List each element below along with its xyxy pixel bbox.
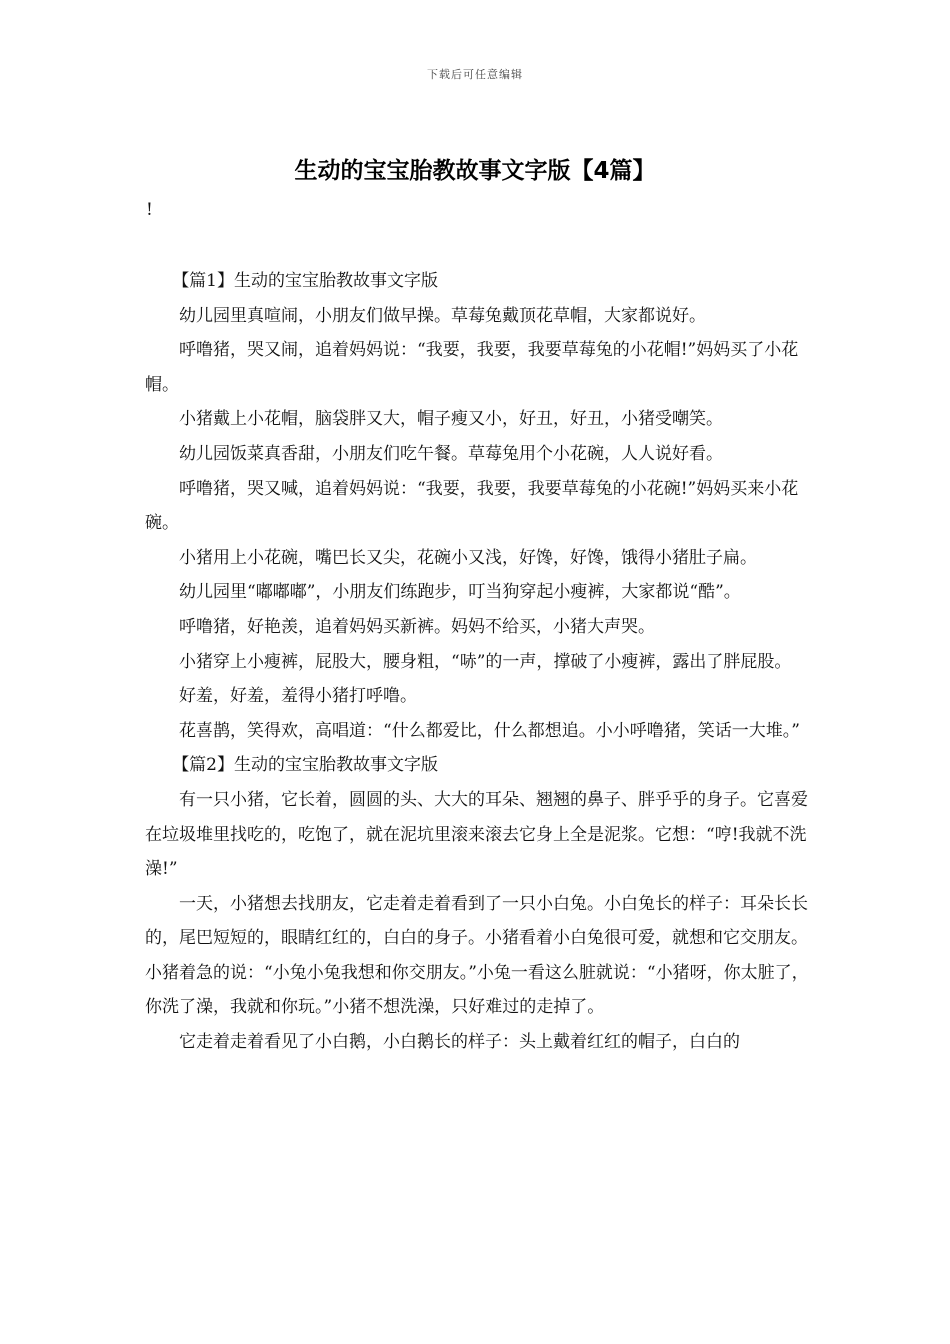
- paragraph: 幼儿园里真喧闹，小朋友们做早操。草莓兔戴顶花草帽，大家都说好。: [179, 305, 706, 326]
- paragraph: 花喜鹊，笑得欢，高唱道：“什么都爱比，什么都想追。小小呼噜猪，笑话一大堆。”: [179, 720, 800, 741]
- section-heading-1: 【篇1】生动的宝宝胎教故事文字版: [172, 271, 439, 291]
- paragraph: 幼儿园里“嘟嘟嘟”，小朋友们练跑步，叮当狗穿起小瘦裤，大家都说“酷”。: [179, 582, 741, 603]
- paragraph: 呼噜猪，好艳羡，追着妈妈买新裤。妈妈不给买，小猪大声哭。: [179, 616, 655, 637]
- document-body: [145, 264, 810, 1060]
- paragraph: 小猪用上小花碗，嘴巴长又尖，花碗小又浅，好馋，好馋，饿得小猪肚子扁。: [179, 547, 757, 568]
- section-heading-2: 【篇2】生动的宝宝胎教故事文字版: [172, 755, 439, 776]
- paragraph: 呼噜猪，哭又闹，追着妈妈说：“我要，我要，我要草莓兔的小花帽!”妈妈买了小花帽。: [145, 340, 799, 395]
- paragraph: 小猪戴上小花帽，脑袋胖又大，帽子瘦又小，好丑，好丑，小猪受嘲笑。: [179, 409, 723, 430]
- paragraph: 好羞，好羞，羞得小猪打呼噜。: [179, 686, 417, 707]
- stray-exclamation-mark: !: [146, 200, 153, 220]
- document-title: 生动的宝宝胎教故事文字版【4篇】: [294, 158, 656, 184]
- paragraph: 有一只小猪，它长着，圆圆的头、大大的耳朵、翘翘的鼻子、胖乎乎的身子。它喜爱在垃圾堆里找吃的，吃饱了，就在泥坑里滚来滚去它身上全是泥浆。它想：“哼!我就不洗澡!”: [145, 789, 808, 880]
- paragraph: 幼儿园饭菜真香甜，小朋友们吃午餐。草莓兔用个小花碗，人人说好看。: [179, 443, 723, 464]
- paragraph: 一天，小猪想去找朋友，它走着走着看到了一只小白兔。小白兔长的样子：耳朵长长的，尾巴短短的，眼睛红红的，白白的身子。小猪看着小白兔很可爱，就想和它交朋友。小猪着急的说：“小兔小兔我想和你交朋友。”小兔一看这么脏就说：“小猪呀，你太脏了，你洗了澡，我就和你玩。”小猪不想洗澡，只好难过的走掉了。: [145, 893, 809, 1018]
- page-header-note: 下载后可任意编辑: [427, 68, 523, 81]
- paragraph: 小猪穿上小瘦裤，屁股大，腰身粗，“哧”的一声，撑破了小瘦裤，露出了胖屁股。: [179, 651, 792, 672]
- paragraph: 呼噜猪，哭又喊，追着妈妈说：“我要，我要，我要草莓兔的小花碗!”妈妈买来小花碗。: [145, 478, 799, 534]
- paragraph: 它走着走着看见了小白鹅，小白鹅长的样子：头上戴着红红的帽子，白白的: [179, 1032, 740, 1053]
